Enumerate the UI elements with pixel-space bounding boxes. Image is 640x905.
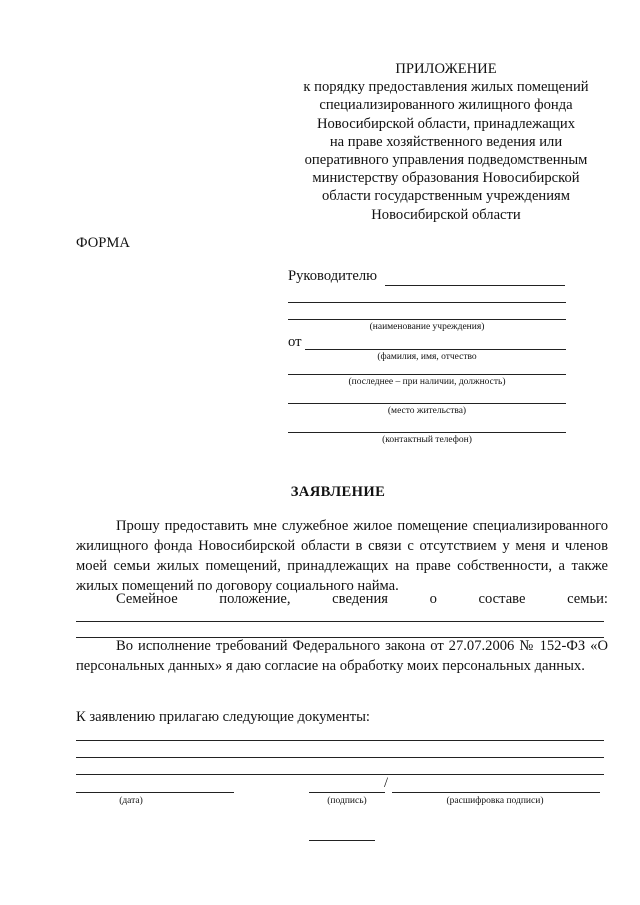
addressee-blank-line[interactable]	[385, 285, 565, 286]
signature-blank-line[interactable]	[309, 792, 385, 793]
attachments-blank-line[interactable]	[76, 757, 604, 758]
phone-blank-line[interactable]	[288, 432, 566, 433]
residence-caption: (место жительства)	[387, 406, 467, 416]
appendix-line: Новосибирской области, принадлежащих	[316, 115, 576, 132]
appendix-line: области государственным учреждениям	[322, 188, 570, 205]
appendix-line: специализированного жилищного фонда	[319, 97, 573, 114]
request-paragraph	[76, 516, 608, 596]
appendix-line: министерству образования Новосибирской	[312, 170, 580, 187]
family-paragraph	[76, 589, 608, 609]
consent-paragraph	[76, 636, 608, 676]
appendix-line: ПРИЛОЖЕНИЕ	[395, 61, 497, 77]
to-label: Руководителю	[288, 268, 378, 284]
institution-blank-line[interactable]	[288, 319, 566, 320]
appendix-header	[270, 60, 622, 224]
addressee-blank-line[interactable]	[288, 302, 566, 303]
attachments-label: К заявлению прилагаю следующие документы:	[76, 709, 370, 725]
appendix-line: оперативного управления подведомственным	[304, 152, 588, 169]
decoding-blank-line[interactable]	[392, 792, 600, 793]
signature-caption: (подпись)	[327, 796, 367, 806]
signature-separator: /	[384, 775, 389, 791]
appendix-line: к порядку предоставления жилых помещений	[303, 79, 589, 96]
family-blank-line[interactable]	[76, 621, 604, 622]
form-label: ФОРМА	[76, 235, 130, 251]
request-text: Прошу предоставить мне служебное жилое помещение специализированного жилищного фонда Новосибирской области в связи с отсутствием у меня и членов моей семьи жилых помещений, принадлежащих на праве собственности, а также жилых помещений по договору социального найма.	[76, 518, 608, 594]
decoding-caption: (расшифровка подписи)	[446, 796, 544, 806]
position-caption: (последнее – при наличии, должность)	[348, 377, 506, 387]
appendix-line: на праве хозяйственного ведения или	[329, 133, 563, 150]
fio-caption: (фамилия, имя, отчество	[377, 352, 477, 362]
consent-text: Во исполнение требований Федерального закона от 27.07.2006 № 152-ФЗ «О персональных данных» я даю согласие на обработку моих персональных данных.	[76, 638, 608, 674]
fio-blank-line[interactable]	[305, 349, 566, 350]
closing-rule	[309, 840, 375, 841]
appendix-line: Новосибирской области	[371, 206, 521, 223]
attachments-blank-line[interactable]	[76, 740, 604, 741]
residence-blank-line[interactable]	[288, 403, 566, 404]
family-text: Семейное положение, сведения о составе семьи:	[116, 591, 608, 607]
phone-caption: (контактный телефон)	[382, 435, 472, 445]
date-caption: (дата)	[119, 796, 143, 806]
attachments-blank-line[interactable]	[76, 774, 604, 775]
document-title: ЗАЯВЛЕНИЕ	[290, 484, 386, 500]
institution-caption: (наименование учреждения)	[369, 322, 485, 332]
date-blank-line[interactable]	[76, 792, 234, 793]
position-blank-line[interactable]	[288, 374, 566, 375]
from-label: от	[288, 334, 302, 350]
